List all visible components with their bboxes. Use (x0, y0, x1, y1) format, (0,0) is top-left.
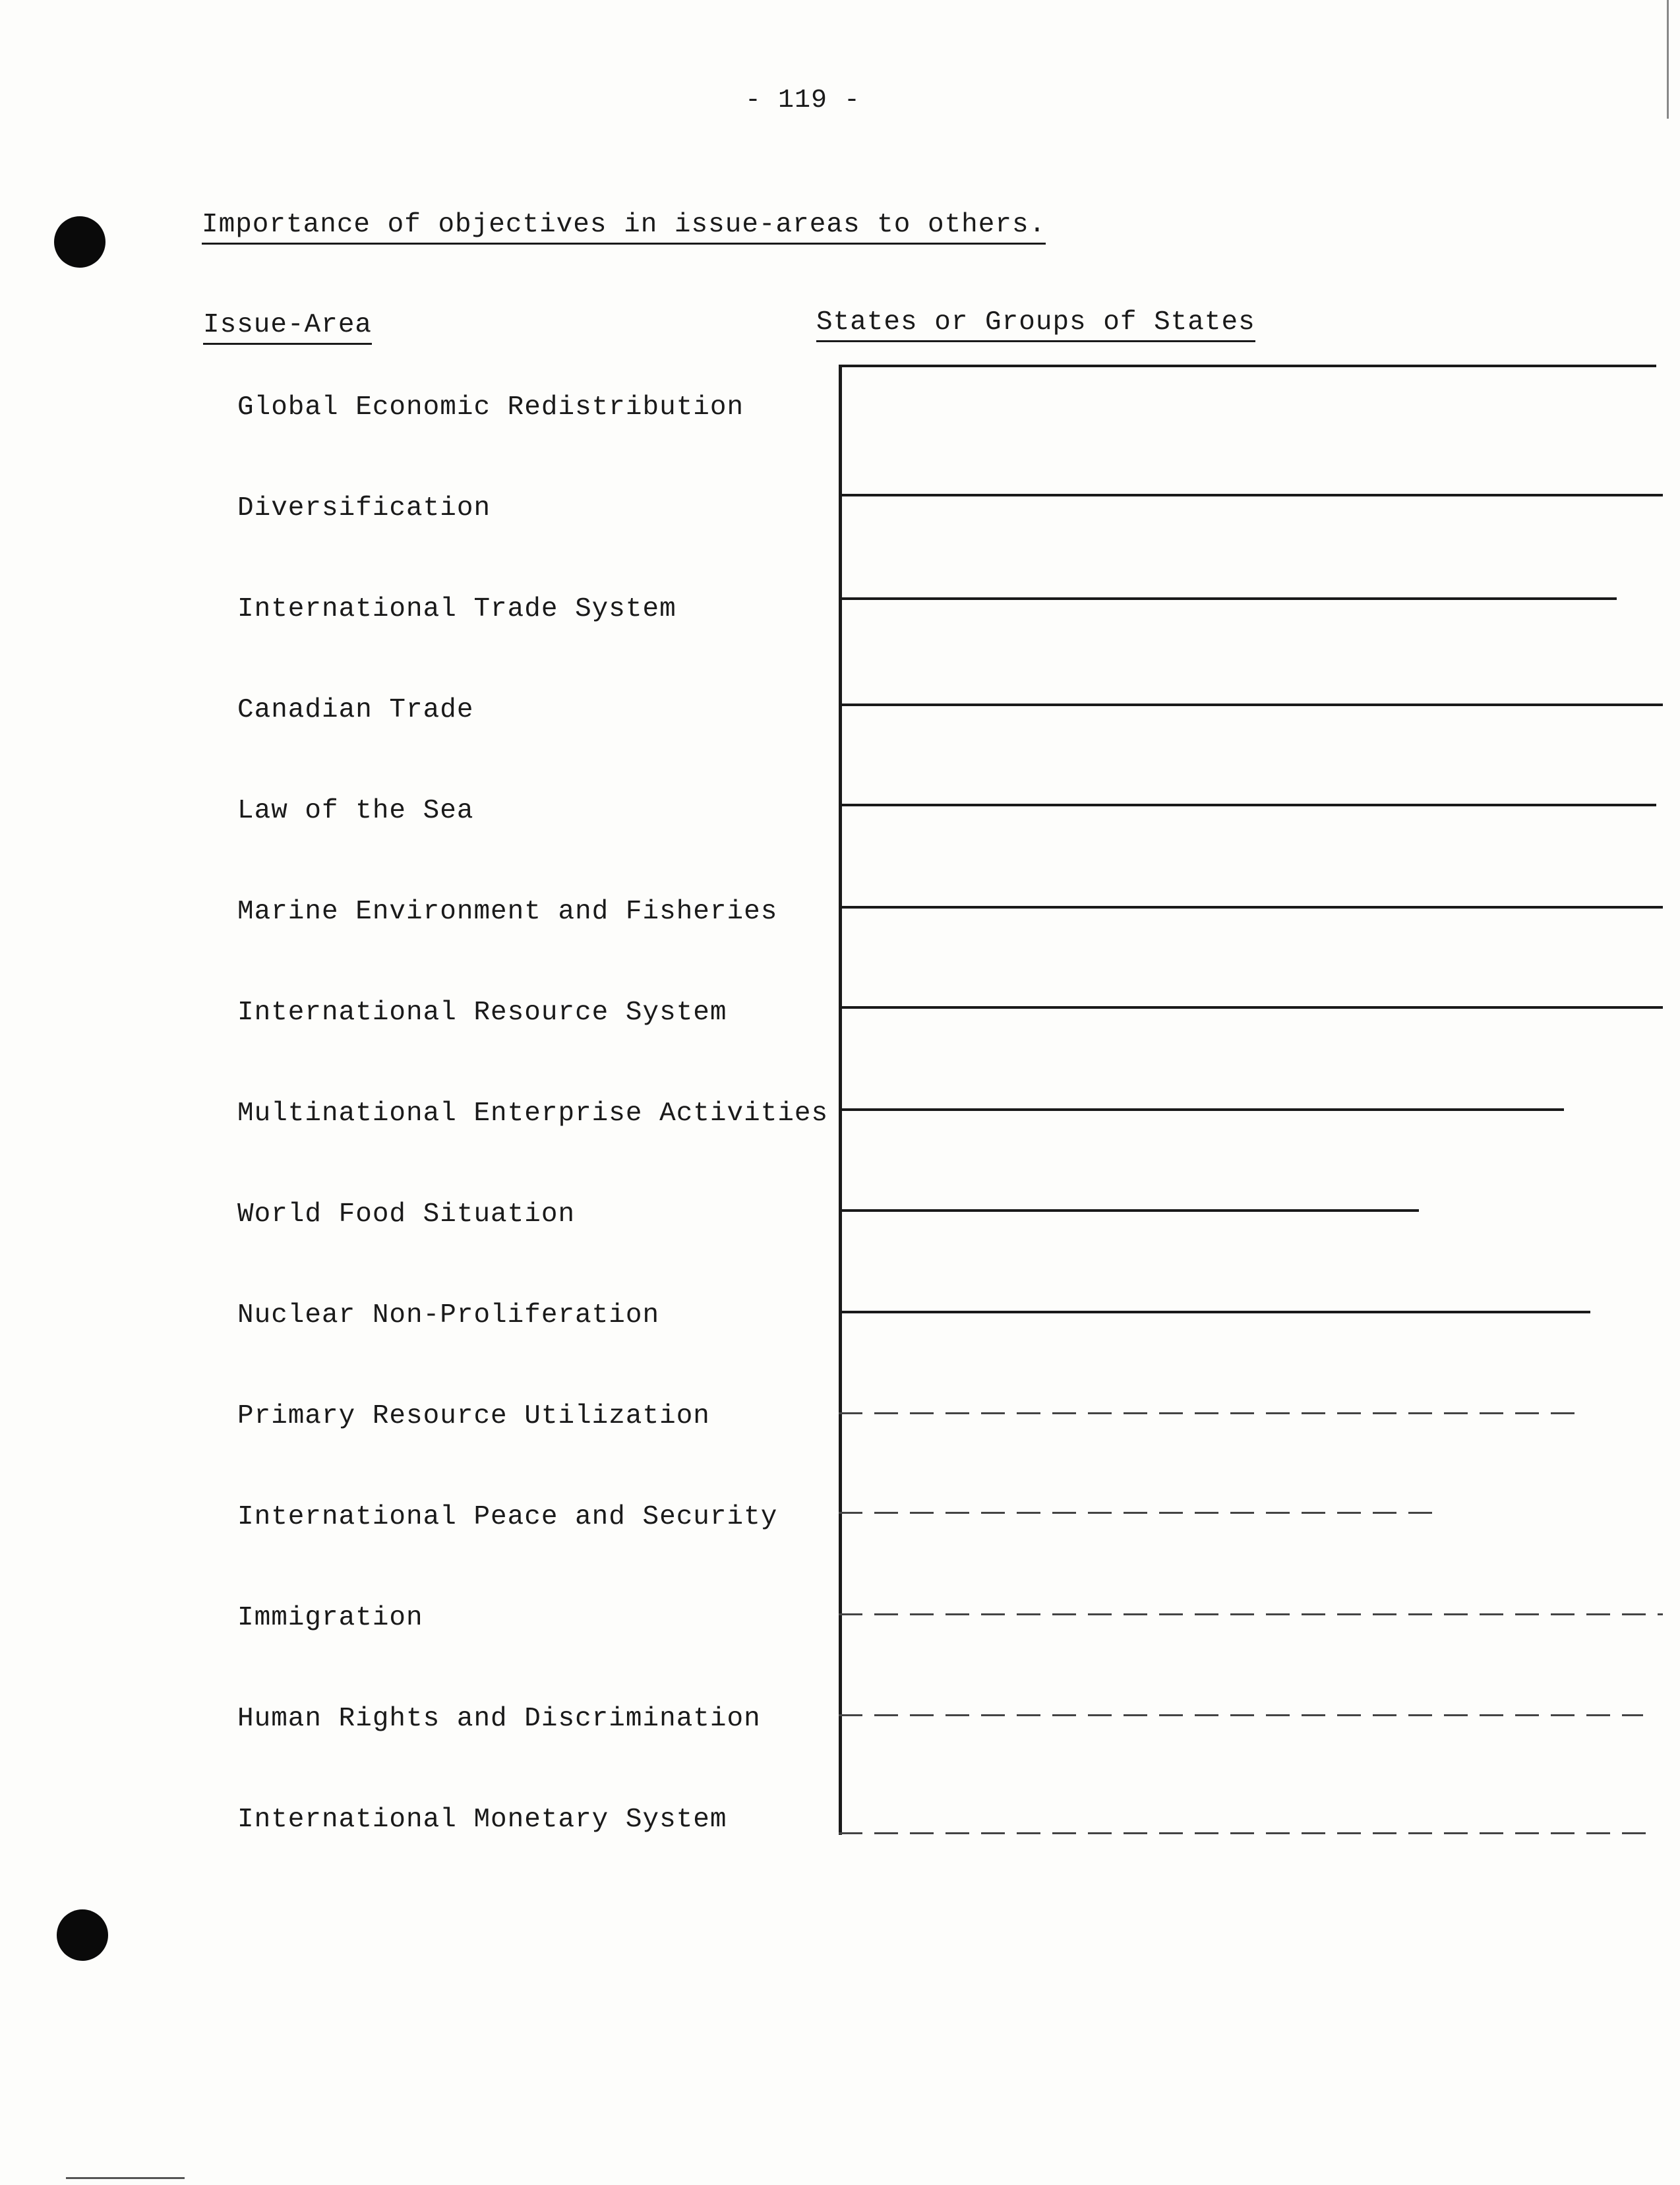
grid-rule (839, 1512, 1432, 1514)
issue-area-row: International Trade System (237, 594, 676, 624)
issue-area-row: Law of the Sea (237, 796, 474, 826)
page-edge-mark (1667, 0, 1669, 119)
grid-rule (839, 703, 1663, 706)
issue-area-row: Human Rights and Discrimination (237, 1704, 761, 1734)
issue-area-row: Marine Environment and Fisheries (237, 897, 778, 927)
issue-area-row: Canadian Trade (237, 695, 474, 725)
issue-area-row: International Peace and Security (237, 1502, 778, 1532)
grid-rule (839, 906, 1663, 909)
issue-area-row: International Monetary System (237, 1805, 727, 1835)
grid-rule (839, 597, 1617, 600)
grid-rule (839, 494, 1663, 496)
issue-area-row: Diversification (237, 493, 491, 524)
grid-rule (839, 1209, 1419, 1212)
grid-rule (839, 804, 1656, 806)
bottom-edge-mark (66, 2177, 185, 2179)
issue-area-row: Primary Resource Utilization (237, 1401, 710, 1431)
grid-rule (839, 365, 1656, 367)
column-header-issue-area: Issue-Area (203, 310, 372, 345)
grid-rule (839, 1613, 1663, 1615)
grid-rule (839, 1714, 1643, 1716)
issue-area-row: International Resource System (237, 998, 727, 1028)
column-header-states: States or Groups of States (816, 307, 1255, 342)
grid-rule (839, 1832, 1656, 1834)
page-heading: Importance of objectives in issue-areas to others. (202, 210, 1046, 245)
states-entry-grid (839, 365, 1663, 1835)
grid-rule (839, 1412, 1584, 1414)
binder-hole-top (54, 216, 105, 268)
issue-area-row: World Food Situation (237, 1199, 576, 1230)
grid-rule (839, 1108, 1564, 1111)
issue-area-row: Multinational Enterprise Activities (237, 1098, 829, 1129)
issue-area-list (237, 388, 828, 1901)
issue-area-row: Global Economic Redistribution (237, 392, 744, 423)
binder-hole-bottom (57, 1909, 108, 1961)
grid-rule (839, 1006, 1663, 1009)
issue-area-row: Immigration (237, 1603, 423, 1633)
grid-rule (839, 1311, 1590, 1313)
page-number: - 119 - (745, 86, 861, 115)
issue-area-row: Nuclear Non-Proliferation (237, 1300, 660, 1331)
